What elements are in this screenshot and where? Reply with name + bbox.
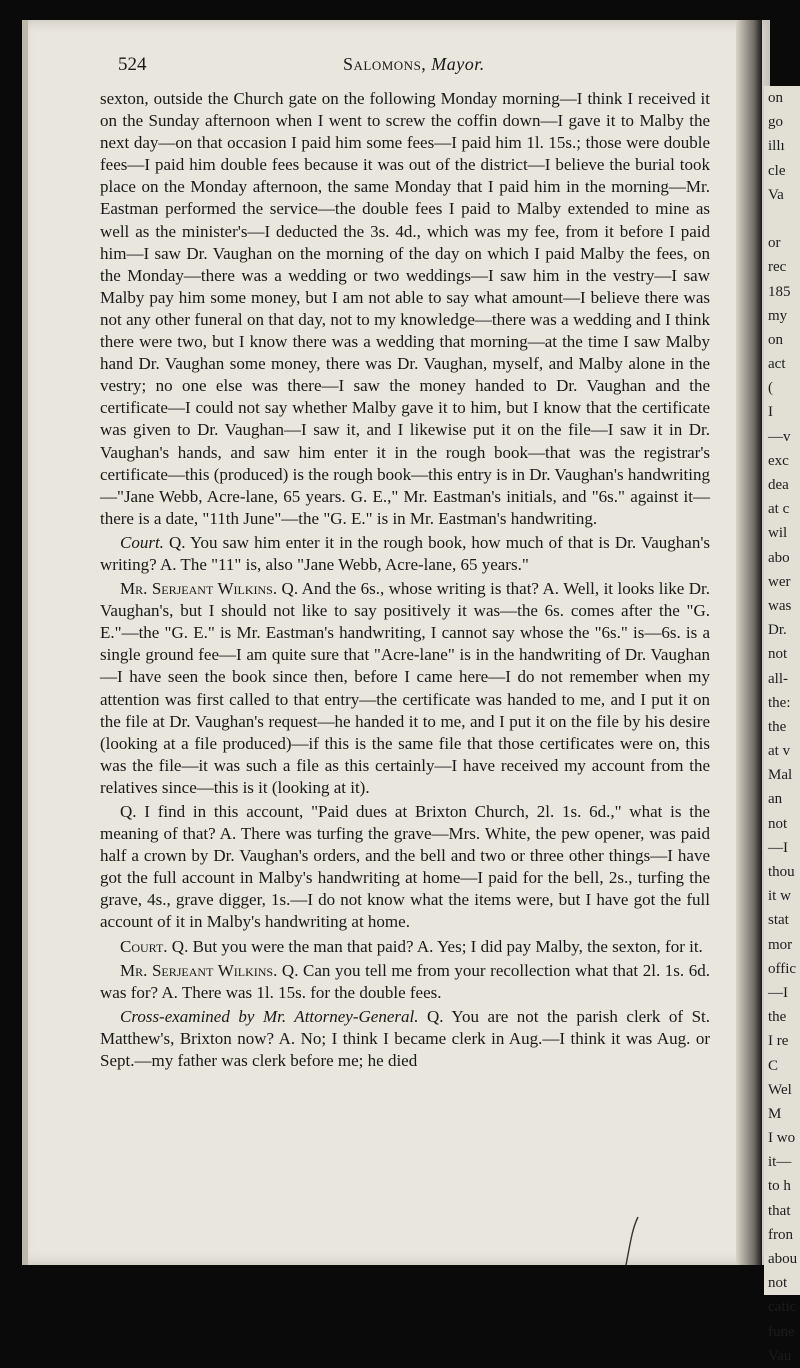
next-page-fragment: catic (768, 1299, 797, 1316)
book-gutter (736, 20, 762, 1265)
next-page-fragment: the: (768, 694, 791, 711)
paragraph-text: Q. But you were the man that paid? A. Yes; I did pay Malby, the sexton, for it. (171, 936, 703, 956)
paragraph-text: Q. You saw him enter it in the rough book, how much of that is Dr. Vaughan's writing? A. The "11" is, also "Jane Webb, Acre-lane, 65 years." (100, 532, 710, 574)
next-page-fragment: the (768, 718, 787, 735)
next-page-fragment: Wel (768, 1081, 792, 1098)
page-header (118, 54, 718, 84)
paragraph-testimony-1: sexton, outside the Church gate on the following Monday morning—I think I received it on the Sunday afternoon when I went to screw the coffin down—I gave it to Malby the next day—on that occasion I paid him some fees—I paid him 1l. 15s.; those were double fees—I paid him double fees because it was out of the district—I believe the burial took place on the Monday afternoon, the same Monday that I paid him in the morning—Mr. Eastman performed the service—the double fees I paid to Malby extended to mine as well as the minister's—I deducted the 3s. 4d., which was my fee, from it before I paid him—I saw Dr. Vaughan on the morning of the day on which I paid Malby the fees, on the Monday—there was a wedding or two weddings—I saw him in the vestry—I saw Malby pay him some money, but I am not able to say what amount—I believe there was not any other funeral on that day, not to my knowledge—there was a wedding and I think there were two, but I know there was a wedding that morning—at the time I saw Malby hand Dr. Vaughan some money, there was Dr. Vaughan, myself, and Malby alone in the vestry; no one else was there—I saw the money handed to Dr. Vaughan and the certificate—I could not say whether Malby gave it to him, but I know that the certificate was given to Dr. Vaughan—I saw it, and I likewise put it on the file—I saw it in Dr. Vaughan's hands, and saw him enter it in the rough book—that was the registrar's certificate—this (produced) is the rough book—this entry is in Dr. Vaughan's handwriting—"Jane Webb, Acre-lane, 65 years. G. E.," Mr. Eastman's initials, and "6s." against it—there is a date, "11th June"—the "G. E." is in Mr. Eastman's handwriting. (100, 89, 710, 528)
next-page-fragment: all- (768, 670, 788, 687)
next-page-fragment: that (768, 1202, 791, 1219)
next-page-fragment: to h (768, 1178, 791, 1195)
next-page-fragment: rec (768, 259, 787, 276)
page-body (100, 88, 710, 1074)
next-page-edge (764, 86, 800, 1364)
next-page-fragment: I wo (768, 1130, 796, 1147)
speaker-wilkins: Mr. Serjeant Wilkins. (120, 579, 278, 599)
speaker-court: Court. (120, 936, 168, 956)
next-page-fragment: my (768, 307, 788, 324)
next-page-fragment (764, 207, 800, 231)
next-page-fragment: 185 (768, 283, 791, 300)
next-page-fragment: I re (768, 1033, 789, 1050)
next-page-fragment: not (768, 815, 788, 832)
next-page-fragment: it w (768, 888, 791, 905)
next-page-fragment: fron (768, 1226, 793, 1243)
speaker-cross-examiner: Cross-examined by Mr. Attorney-General. (120, 1006, 419, 1026)
next-page-fragment: Mal (768, 767, 793, 784)
next-page-fragment: on (768, 331, 783, 348)
next-page-fragment: —v (768, 428, 791, 445)
next-page-fragment: not (768, 1275, 788, 1292)
next-page-fragment: act (768, 356, 786, 373)
paragraph-cross-examination (100, 1006, 710, 1072)
paragraph-text: Q. And the 6s., whose writing is that? A. Well, it looks like Dr. Vaughan's, but I should not like to say positively it was—the 6s. comes after the "G. E."—the "G. E." is Mr. Eastman's handwriting, I cannot say whose the "6s." is—6s. is a single ground fee—I am quite sure that "Acre-lane" is in the handwriting of Dr. Vaughan—I have seen the book since then, before I came here—I do not remember when my attention was first called to that entry—the certificate was handed to me, and I put it on the file at Dr. Vaughan's request—he handed it to me, and I put it on the file by his desire (looking at a file produced)—if this is the same file that those certificates were on, this was the file—it was such a file as this certainly—I have received my account from the relatives since—this is it (looking at it). (100, 579, 711, 797)
next-page-fragment: M (768, 1105, 782, 1122)
next-page-fragment: thou (768, 864, 795, 880)
paragraph-wilkins-2 (100, 960, 710, 1004)
running-head-name: Salomons, (343, 54, 427, 74)
next-page-fragment: —I (768, 839, 788, 856)
next-page-fragment: cle (768, 162, 786, 179)
next-page-fragment: abou (768, 1251, 798, 1267)
next-page-fragment: or (768, 235, 781, 252)
next-page-fragment: at c (768, 501, 790, 518)
next-page-fragment: ( (768, 380, 773, 397)
next-page-fragment: C (768, 1057, 779, 1074)
page-number: 524 (118, 54, 147, 75)
next-page-fragment: mor (768, 936, 793, 953)
next-page-fragment: at v (768, 743, 791, 760)
next-page-fragment: offic (768, 960, 797, 977)
paragraph-text: Q. You are not the parish clerk of St. Matthew's, Brixton now? A. No; I think I became clerk in Aug.—I think it was Aug. or Sept.—my father was clerk before me; he died (100, 1006, 711, 1071)
speaker-wilkins: Mr. Serjeant Wilkins. (120, 960, 278, 980)
paragraph-account-question: Q. I find in this account, "Paid dues at Brixton Church, 2l. 1s. 6d.," what is the meaning of that? A. There was turfing the grave—Mrs. White, the pew opener, was paid half a crown by Dr. Vaughan's orders, and the bell and two or three other things—I have got the full account in Malby's handwriting at home—I paid for the bell, 2s., turfing the grave, 4s., grave digger, 1s.—I do not know what the items were, but I have got the full account of it in Malby's handwriting at home. (100, 802, 710, 932)
paragraph-wilkins-1 (100, 578, 710, 799)
next-page-fragment: —I (768, 984, 788, 1001)
pencil-mark (622, 1215, 642, 1267)
speaker-court: Court. (120, 532, 164, 552)
paragraph-text: Q. Can you tell me from your recollection what that 2l. 1s. 6d. was for? A. There was 1l. 15s. for the double fees. (100, 960, 710, 1002)
next-page-fragment: go (768, 114, 783, 131)
next-page-fragment: stat (768, 912, 789, 929)
running-head (343, 54, 485, 75)
next-page-fragment: dea (768, 477, 789, 493)
next-page-fragment: illı (768, 138, 785, 155)
next-page-fragment: I (768, 404, 773, 421)
paragraph-court-question-2 (100, 936, 710, 958)
next-page-fragment: Vau (768, 1347, 792, 1364)
next-page-fragment: not (768, 646, 788, 663)
next-page-fragment: an (768, 791, 783, 808)
next-page-fragment: was (768, 597, 792, 614)
next-page-fragment: wil (768, 525, 788, 542)
next-page-fragment: fune (768, 1323, 795, 1340)
next-page-fragment: abo (768, 549, 790, 566)
running-head-title: Mayor. (431, 54, 485, 74)
next-page-fragment: exc (768, 452, 789, 469)
next-page-fragment: it— (768, 1154, 792, 1171)
next-page-fragment: on (768, 90, 783, 106)
next-page-fragment: the (768, 1009, 787, 1026)
next-page-fragment: wer (768, 573, 791, 590)
paragraph-court-question-1 (100, 532, 710, 576)
next-page-fragment: Va (768, 186, 784, 203)
next-page-fragment: Dr. (768, 622, 787, 639)
